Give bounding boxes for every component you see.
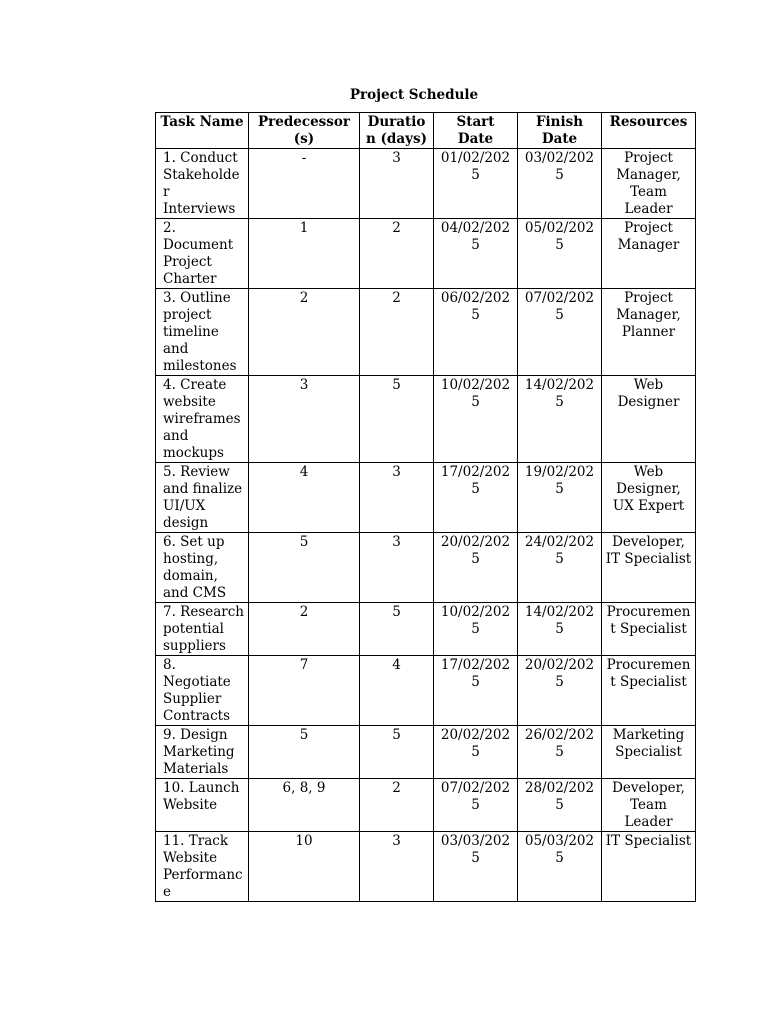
cell-task-name: 5. Review and finalize UI/UX design	[156, 463, 249, 533]
cell-finish-date: 28/02/2025	[518, 779, 602, 832]
table-row	[156, 603, 696, 656]
cell-finish-date: 14/02/2025	[518, 376, 602, 463]
cell-predecessors: 7	[249, 656, 360, 726]
cell-duration: 5	[360, 603, 434, 656]
cell-resources: Web Designer, UX Expert	[602, 463, 696, 533]
cell-start-date: 20/02/2025	[434, 726, 518, 779]
cell-task-name: 4. Create website wireframes and mockups	[156, 376, 249, 463]
cell-duration: 3	[360, 463, 434, 533]
cell-start-date: 10/02/2025	[434, 603, 518, 656]
cell-start-date: 17/02/2025	[434, 656, 518, 726]
cell-duration: 4	[360, 656, 434, 726]
cell-duration: 2	[360, 219, 434, 289]
cell-predecessors: 1	[249, 219, 360, 289]
cell-finish-date: 26/02/2025	[518, 726, 602, 779]
cell-predecessors: 2	[249, 603, 360, 656]
cell-resources: Project Manager, Planner	[602, 289, 696, 376]
header-duration: Duration (days)	[360, 113, 434, 149]
cell-finish-date: 20/02/2025	[518, 656, 602, 726]
cell-resources: IT Specialist	[602, 832, 696, 902]
cell-resources: Web Designer	[602, 376, 696, 463]
cell-predecessors: 4	[249, 463, 360, 533]
cell-start-date: 04/02/2025	[434, 219, 518, 289]
cell-task-name: 1. Conduct Stakeholder Interviews	[156, 149, 249, 219]
cell-task-name: 11. Track Website Performance	[156, 832, 249, 902]
cell-predecessors: 5	[249, 726, 360, 779]
cell-predecessors: 10	[249, 832, 360, 902]
cell-finish-date: 05/02/2025	[518, 219, 602, 289]
cell-finish-date: 14/02/2025	[518, 603, 602, 656]
cell-finish-date: 24/02/2025	[518, 533, 602, 603]
cell-resources: Procurement Specialist	[602, 603, 696, 656]
header-task-name: Task Name	[156, 113, 249, 149]
cell-duration: 3	[360, 832, 434, 902]
header-finish-date: Finish Date	[518, 113, 602, 149]
cell-duration: 3	[360, 533, 434, 603]
cell-start-date: 01/02/2025	[434, 149, 518, 219]
cell-finish-date: 19/02/2025	[518, 463, 602, 533]
cell-duration: 5	[360, 376, 434, 463]
cell-finish-date: 05/03/2025	[518, 832, 602, 902]
cell-start-date: 03/03/2025	[434, 832, 518, 902]
cell-duration: 2	[360, 289, 434, 376]
cell-finish-date: 07/02/2025	[518, 289, 602, 376]
table-body	[156, 149, 696, 902]
cell-resources: Project Manager, Team Leader	[602, 149, 696, 219]
project-schedule-table	[155, 112, 696, 902]
cell-task-name: 2. Document Project Charter	[156, 219, 249, 289]
cell-task-name: 7. Research potential suppliers	[156, 603, 249, 656]
header-start-date: Start Date	[434, 113, 518, 149]
table-row	[156, 656, 696, 726]
table-row	[156, 219, 696, 289]
table-row	[156, 726, 696, 779]
cell-resources: Procurement Specialist	[602, 656, 696, 726]
cell-duration: 5	[360, 726, 434, 779]
cell-duration: 3	[360, 149, 434, 219]
table-header-row	[156, 113, 696, 149]
cell-task-name: 10. Launch Website	[156, 779, 249, 832]
cell-predecessors: 2	[249, 289, 360, 376]
cell-predecessors: 3	[249, 376, 360, 463]
cell-predecessors: 6, 8, 9	[249, 779, 360, 832]
cell-start-date: 06/02/2025	[434, 289, 518, 376]
table-row	[156, 289, 696, 376]
cell-task-name: 6. Set up hosting, domain, and CMS	[156, 533, 249, 603]
cell-resources: Marketing Specialist	[602, 726, 696, 779]
table-row	[156, 779, 696, 832]
cell-start-date: 07/02/2025	[434, 779, 518, 832]
cell-predecessors: 5	[249, 533, 360, 603]
cell-start-date: 20/02/2025	[434, 533, 518, 603]
cell-task-name: 3. Outline project timeline and milestones	[156, 289, 249, 376]
table-row	[156, 376, 696, 463]
cell-resources: Project Manager	[602, 219, 696, 289]
cell-task-name: 9. Design Marketing Materials	[156, 726, 249, 779]
cell-start-date: 10/02/2025	[434, 376, 518, 463]
cell-finish-date: 03/02/2025	[518, 149, 602, 219]
header-resources: Resources	[602, 113, 696, 149]
cell-resources: Developer, Team Leader	[602, 779, 696, 832]
table-row	[156, 832, 696, 902]
cell-start-date: 17/02/2025	[434, 463, 518, 533]
cell-resources: Developer, IT Specialist	[602, 533, 696, 603]
table-row	[156, 463, 696, 533]
document-title: Project Schedule	[349, 87, 479, 103]
cell-duration: 2	[360, 779, 434, 832]
cell-task-name: 8. Negotiate Supplier Contracts	[156, 656, 249, 726]
header-predecessors: Predecessor(s)	[249, 113, 360, 149]
cell-predecessors: -	[249, 149, 360, 219]
table-row	[156, 533, 696, 603]
table-row	[156, 149, 696, 219]
